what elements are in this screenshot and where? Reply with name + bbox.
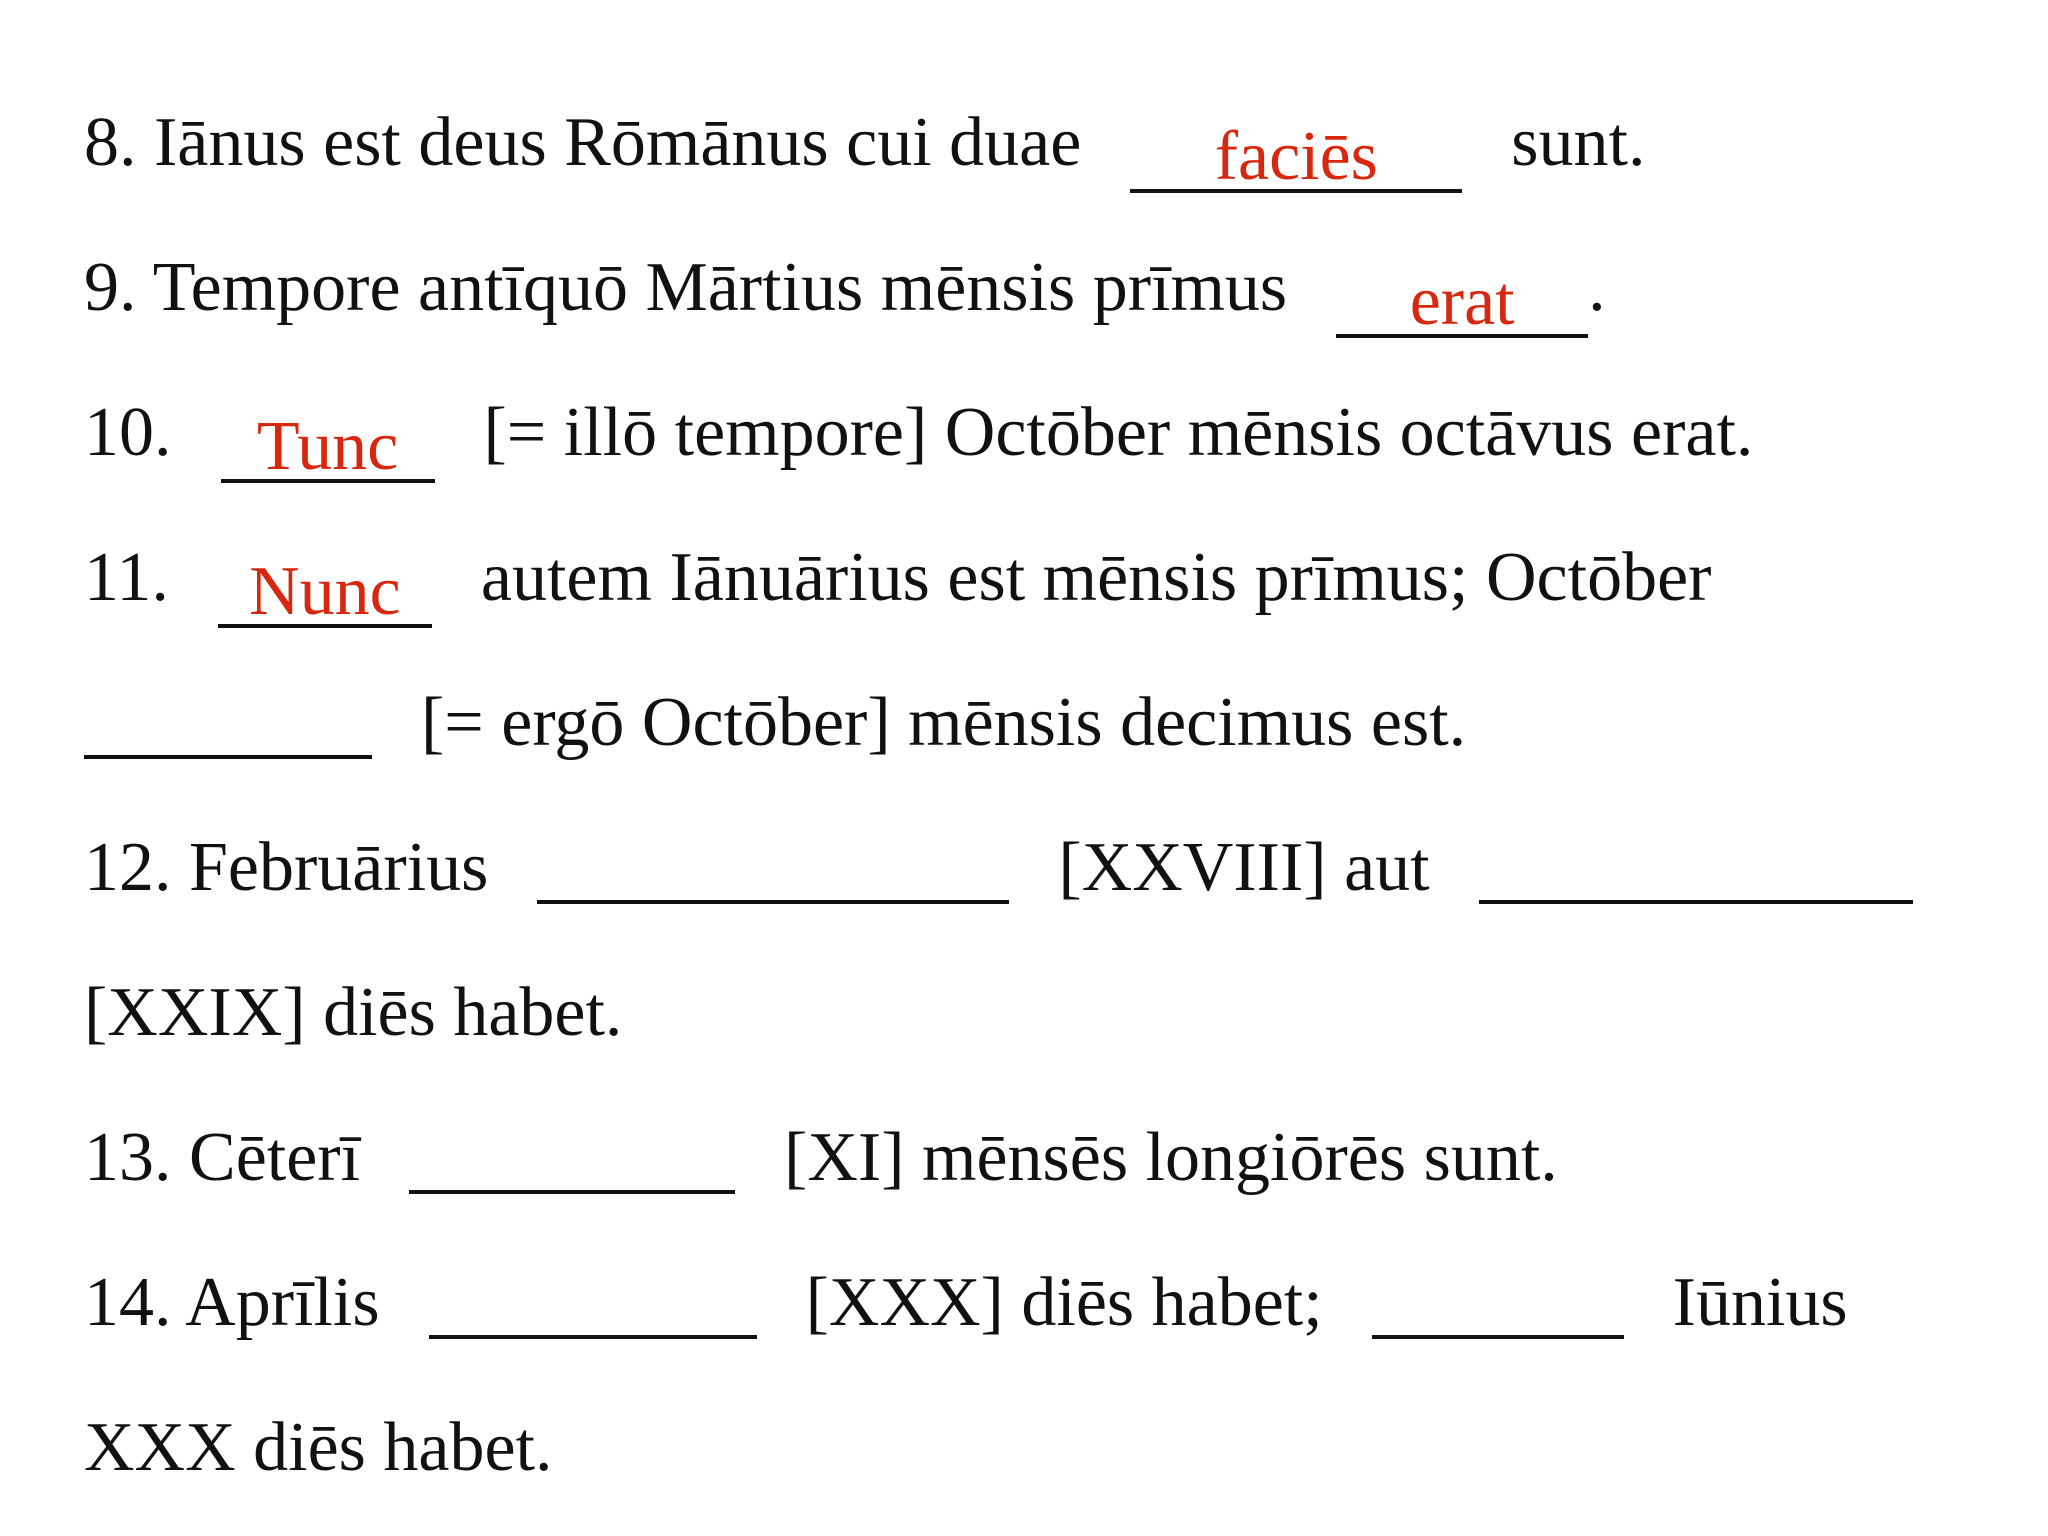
item-8-text-before: Iānus est deus Rōmānus cui duae	[154, 104, 1082, 181]
item-11-line-2	[84, 673, 1466, 773]
item-11-number: 11.	[84, 539, 169, 616]
item-12-text-after: [XXIX] diēs habet.	[84, 974, 623, 1051]
item-14-text-mid: [XXX] diēs habet;	[805, 1264, 1323, 1341]
item-14-text-after-1: Iūnius	[1672, 1264, 1848, 1341]
item-10-blank[interactable]	[221, 409, 435, 483]
item-14-number: 14.	[84, 1264, 172, 1341]
item-10-number: 10.	[84, 394, 172, 471]
item-11-blank-1[interactable]	[218, 554, 432, 628]
item-12-line-1	[84, 818, 1913, 918]
item-12-blank-1[interactable]	[537, 830, 1009, 904]
item-13-blank[interactable]	[409, 1120, 735, 1194]
item-8-number: 8.	[84, 104, 137, 181]
item-10-text-after: [= illō tempore] Octōber mēnsis octāvus erat.	[483, 394, 1754, 471]
item-11-text-after-1: autem Iānuārius est mēnsis prīmus; Octōber	[480, 539, 1712, 616]
item-14-blank-2[interactable]	[1372, 1265, 1624, 1339]
item-14-text-after-2: XXX diēs habet.	[84, 1409, 553, 1486]
item-13-number: 13.	[84, 1119, 172, 1196]
item-10-answer: Tunc	[256, 408, 399, 485]
item-9-text-before: Tempore antīquō Mārtius mēnsis prīmus	[152, 249, 1288, 326]
item-12-number: 12.	[84, 829, 172, 906]
item-11-blank-2[interactable]	[84, 685, 372, 759]
item-9-line	[84, 238, 1606, 338]
item-8-text-after: sunt.	[1511, 104, 1646, 181]
item-11-text-after-2: [= ergō Octōber] mēnsis decimus est.	[421, 684, 1467, 761]
item-10-line	[84, 383, 1753, 483]
item-8-answer: faciēs	[1214, 118, 1378, 195]
item-12-text-before: Februārius	[189, 829, 489, 906]
item-9-number: 9.	[84, 249, 137, 326]
item-8-line	[84, 93, 1646, 193]
item-13-text-before: Cēterī	[189, 1119, 361, 1196]
item-11-line-1	[84, 528, 1711, 628]
item-11-answer: Nunc	[249, 553, 401, 630]
item-8-blank[interactable]	[1130, 119, 1462, 193]
item-12-line-2	[84, 963, 622, 1063]
item-9-blank[interactable]	[1336, 264, 1588, 338]
item-9-text-after: .	[1588, 249, 1606, 326]
worksheet-page	[84, 0, 2004, 1536]
item-9-answer: erat	[1409, 263, 1515, 340]
item-14-blank-1[interactable]	[429, 1265, 757, 1339]
item-14-line-2	[84, 1398, 553, 1498]
item-12-blank-2[interactable]	[1479, 830, 1913, 904]
item-14-text-before: Aprīlis	[185, 1264, 380, 1341]
item-13-line	[84, 1108, 1558, 1208]
item-13-text-after: [XI] mēnsēs longiōrēs sunt.	[784, 1119, 1558, 1196]
item-12-text-mid: [XXVIII] aut	[1058, 829, 1430, 906]
item-14-line-1	[84, 1253, 1848, 1353]
